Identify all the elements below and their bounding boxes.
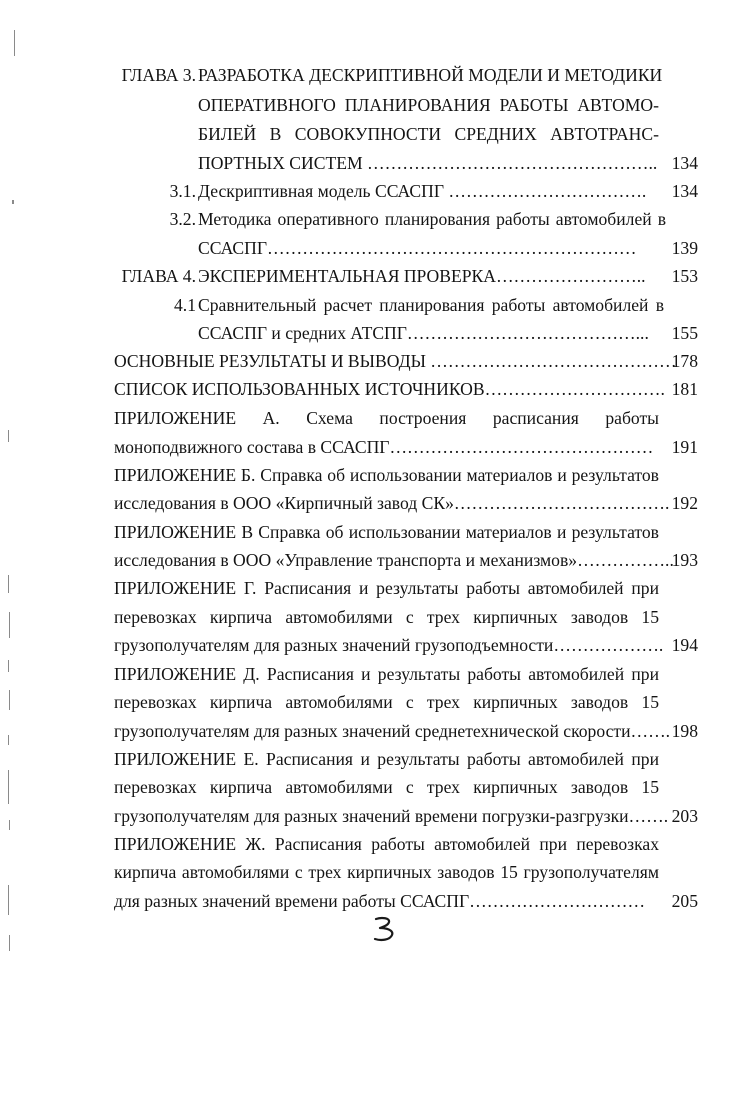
chapter-label: ГЛАВА 4. xyxy=(121,266,196,286)
entry-text-line: ПРИЛОЖЕНИЕ В Справка об использовании материалов и результатов xyxy=(114,522,659,542)
entry-text-line: ПРИЛОЖЕНИЕ Б. Справка об использовании материалов и результатов xyxy=(114,465,659,485)
page-number: 134 xyxy=(671,153,698,173)
page-number: 181 xyxy=(671,379,698,399)
entry-text-line: ОСНОВНЫЕ РЕЗУЛЬТАТЫ И ВЫВОДЫ …………………………………… xyxy=(114,351,677,371)
entry-text-line: ПРИЛОЖЕНИЕ Г. Расписания и результаты работы автомобилей при xyxy=(114,578,659,598)
entry-text-line: ПОРТНЫХ СИСТЕМ ………………………………………….. xyxy=(198,153,658,173)
entry-text-line: для разных значений времени работы ССАСПГ………………………… xyxy=(114,891,646,911)
entry-text-line: ПРИЛОЖЕНИЕ Ж. Расписания работы автомобилей при перевозках xyxy=(114,834,659,854)
entry-text-line: перевозках кирпича автомобилями с трех кирпичных заводов 15 xyxy=(114,777,659,797)
entry-text-line: исследования в ООО «Кирпичный завод СК»………………………………. xyxy=(114,493,670,513)
page-number: 139 xyxy=(671,238,698,258)
entry-text-line: Дескриптивная модель ССАСПГ ……………………………. xyxy=(198,181,647,201)
entry-text-line: исследования в ООО «Управление транспорта и механизмов»…………….. xyxy=(114,550,674,570)
entry-text-line: ОПЕРАТИВНОГО ПЛАНИРОВАНИЯ РАБОТЫ АВТОМО- xyxy=(198,95,659,115)
chapter-label: ГЛАВА 3. xyxy=(121,65,196,85)
entry-text-line: кирпича автомобилями с трех кирпичных заводов 15 грузополучателям xyxy=(114,862,659,882)
page-number: 198 xyxy=(671,721,698,741)
entry-text-line: ПРИЛОЖЕНИЕ Е. Расписания и результаты работы автомобилей при xyxy=(114,749,659,769)
entry-text-line: СПИСОК ИСПОЛЬЗОВАННЫХ ИСТОЧНИКОВ…………………………. xyxy=(114,379,665,399)
entry-text-line: грузополучателям для разных значений грузоподъемности………………. xyxy=(114,635,664,655)
page-number: 193 xyxy=(671,550,698,570)
page-number: 153 xyxy=(671,266,698,286)
entry-text-line: ССАСПГ……………………………………………………… xyxy=(198,238,637,258)
entry-text-line: перевозках кирпича автомобилями с трех кирпичных заводов 15 xyxy=(114,607,659,627)
page-number: 194 xyxy=(671,635,698,655)
section-number: 3.1. xyxy=(169,181,196,201)
page-number: 205 xyxy=(671,891,698,911)
entry-text-line: Сравнительный расчет планирования работы автомобилей в xyxy=(198,295,664,315)
page-number: 203 xyxy=(671,806,698,826)
entry-text-line: грузополучателям для разных значений среднетехнической скорости……. xyxy=(114,721,671,741)
entry-text-line: БИЛЕЙ В СОВОКУПНОСТИ СРЕДНИХ АВТОТРАНС- xyxy=(198,124,659,144)
entry-text-line: ПРИЛОЖЕНИЕ Д. Расписания и результаты работы автомобилей при xyxy=(114,664,659,684)
page-number: 191 xyxy=(671,437,698,457)
entry-text-line: Методика оперативного планирования работы автомобилей в xyxy=(198,209,666,229)
page-number: 134 xyxy=(671,181,698,201)
entry-text-line: ЭКСПЕРИМЕНТАЛЬНАЯ ПРОВЕРКА…………………….. xyxy=(198,266,646,286)
entry-text-line: ПРИЛОЖЕНИЕ А. Схема построения расписания работы xyxy=(114,408,659,428)
section-number: 3.2. xyxy=(169,209,196,229)
page-number: 192 xyxy=(671,493,698,513)
page-number: 155 xyxy=(671,323,698,343)
page-number: 178 xyxy=(671,351,698,371)
entry-text-line: РАЗРАБОТКА ДЕСКРИПТИВНОЙ МОДЕЛИ И МЕТОДИКИ xyxy=(198,65,663,85)
entry-text-line: грузополучателям для разных значений времени погрузки-разгрузки……. xyxy=(114,806,669,826)
entry-text-line: ССАСПГ и средних АТСПГ…………………………………... xyxy=(198,323,649,343)
handwritten-page-number xyxy=(372,915,398,943)
entry-text-line: перевозках кирпича автомобилями с трех кирпичных заводов 15 xyxy=(114,692,659,712)
entry-text-line: моноподвижного состава в ССАСПГ……………………………………… xyxy=(114,437,654,457)
section-number: 4.1 xyxy=(174,295,196,315)
